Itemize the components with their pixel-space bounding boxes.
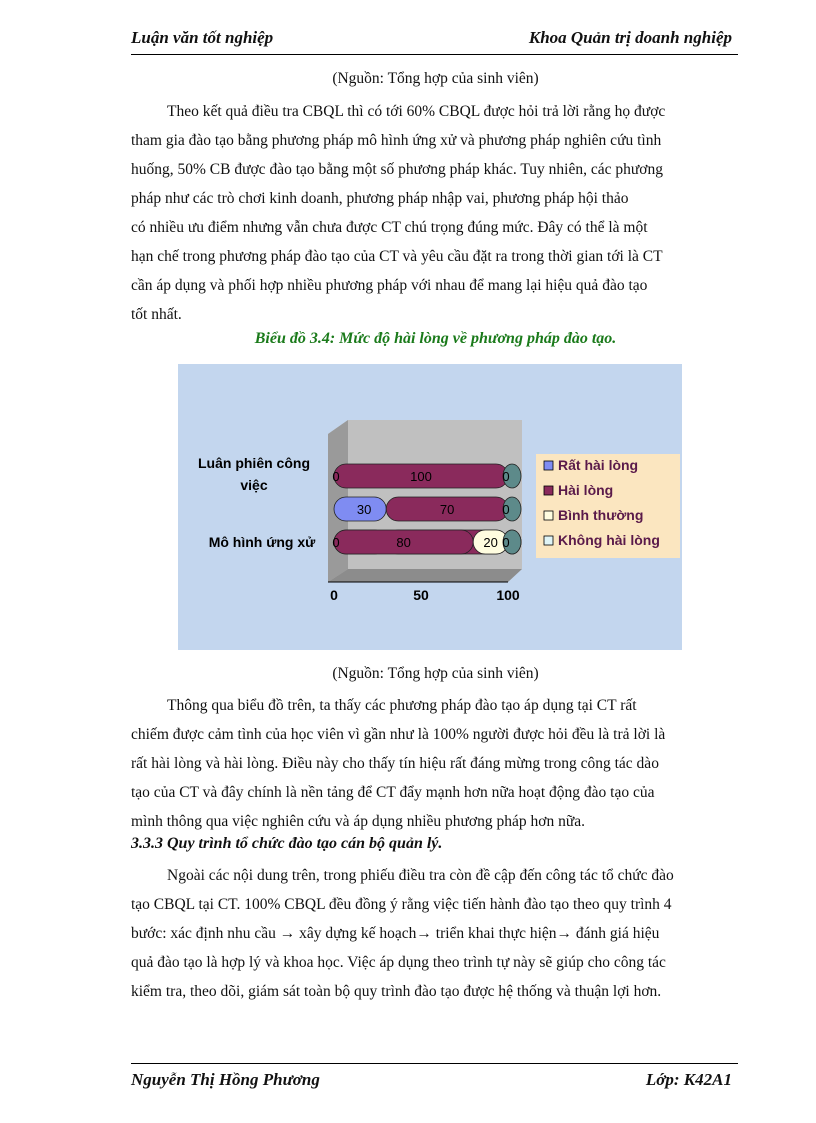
para2-line: Thông qua biểu đồ trên, ta thấy các phương pháp đào tạo áp dụng tại CT rất xyxy=(167,697,637,714)
para1-line: pháp như các trò chơi kinh doanh, phương pháp nhập vai, phương pháp hội thảo xyxy=(131,190,629,207)
x-tick-label: 0 xyxy=(330,587,338,603)
para1-line: tốt nhất. xyxy=(131,306,182,323)
legend-label: Hài lòng xyxy=(558,482,614,498)
x-tick-label: 100 xyxy=(496,587,520,603)
page-header xyxy=(131,26,738,55)
para1-line: hạn chế trong phương pháp đào tạo của CT và yêu cầu đặt ra trong thời gian tới là CT xyxy=(131,248,663,265)
data-label: 30 xyxy=(356,502,372,517)
chart-caption: Biểu đồ 3.4: Mức độ hài lòng về phương pháp đào tạo. xyxy=(254,330,617,347)
data-label: 70 xyxy=(439,502,455,517)
satisfaction-chart xyxy=(178,364,682,650)
footer-class: Lớp: K42A1 xyxy=(645,1070,732,1089)
data-label: 100 xyxy=(410,469,432,484)
para2-line: mình thông qua việc nghiên cứu và áp dụng nhiều phương pháp hơn nữa. xyxy=(131,813,585,830)
section-heading: 3.3.3 Quy trình tổ chức đào tạo cán bộ quản lý. xyxy=(131,835,443,852)
legend-label: Rất hài lòng xyxy=(558,457,639,473)
legend-label: Bình thường xyxy=(558,507,644,523)
para1-line: có nhiều ưu điểm nhưng vẫn chưa được CT chú trọng đúng mức. Đây có thể là một xyxy=(131,219,648,236)
para1-line: huống, 50% CB được đào tạo bằng một số phương pháp khác. Tuy nhiên, các phương xyxy=(131,161,663,178)
para2-line: tạo của CT và đây chính là nền tảng để CT đẩy mạnh hơn nữa hoạt động đào tạo của xyxy=(131,784,655,801)
data-label: 80 xyxy=(396,535,411,550)
legend-label: Không hài lòng xyxy=(558,532,660,548)
data-label: 0 xyxy=(502,535,510,550)
legend-swatch xyxy=(544,511,553,520)
paragraph-1 xyxy=(131,97,740,329)
source-note-top: (Nguồn: Tổng hợp của sinh viên) xyxy=(332,70,539,87)
legend-swatch xyxy=(544,536,553,545)
data-label: 0 xyxy=(502,469,510,484)
para3-line: quả đào tạo là hợp lý và khoa học. Việc áp dụng theo trình tự này sẽ giúp cho công tác xyxy=(131,954,666,971)
source-note-mid: (Nguồn: Tổng hợp của sinh viên) xyxy=(332,665,539,682)
para1-line: cần áp dụng và phối hợp nhiều phương pháp với nhau để mang lại hiệu quả đào tạo xyxy=(131,277,648,294)
para1-line: tham gia đào tạo bằng phương pháp mô hình ứng xử và phương pháp nghiên cứu tình xyxy=(131,132,662,149)
page-footer xyxy=(131,1063,738,1094)
para2-line: chiếm được cảm tình của học viên vì gần như là 100% người được hỏi đều là trả lời là xyxy=(131,726,666,743)
paragraph-2 xyxy=(131,691,740,836)
y-category-label: việc xyxy=(240,477,268,493)
para3-line: kiểm tra, theo dõi, giám sát toàn bộ quy trình đào tạo được hệ thống và thuận lợi hơn. xyxy=(131,983,662,1000)
para3-line: Ngoài các nội dung trên, trong phiếu điều tra còn đề cập đến công tác tổ chức đào xyxy=(167,867,674,884)
y-category-label: Mô hình ứng xử xyxy=(208,534,316,550)
header-faculty: Khoa Quản trị doanh nghiệp xyxy=(528,28,732,47)
legend-swatch xyxy=(544,486,553,495)
data-label: 20 xyxy=(483,535,498,550)
footer-author: Nguyễn Thị Hồng Phương xyxy=(131,1070,320,1089)
data-label: 0 xyxy=(332,469,340,484)
y-category-label: Luân phiên công xyxy=(198,455,310,471)
chart-floor xyxy=(328,569,522,582)
para3-line: bước: xác định nhu cầu → xây dựng kế hoạch→ triển khai thực hiện→ đánh giá hiệu xyxy=(131,925,660,942)
paragraph-3 xyxy=(131,861,740,1006)
legend-swatch xyxy=(544,461,553,470)
chart-svg xyxy=(178,364,682,650)
x-tick-label: 50 xyxy=(413,587,429,603)
para1-line: Theo kết quả điều tra CBQL thì có tới 60% CBQL được hỏi trả lời rằng họ được xyxy=(167,103,666,120)
data-label: 0 xyxy=(332,535,340,550)
header-thesis-title: Luận văn tốt nghiệp xyxy=(131,28,274,47)
para2-line: rất hài lòng và hài lòng. Điều này cho thấy tín hiệu rất đáng mừng trong công tác dào xyxy=(131,755,659,772)
data-label: 0 xyxy=(502,502,510,517)
para3-line: tạo CBQL tại CT. 100% CBQL đều đồng ý rằng việc tiến hành đào tạo theo quy trình 4 xyxy=(131,896,672,913)
